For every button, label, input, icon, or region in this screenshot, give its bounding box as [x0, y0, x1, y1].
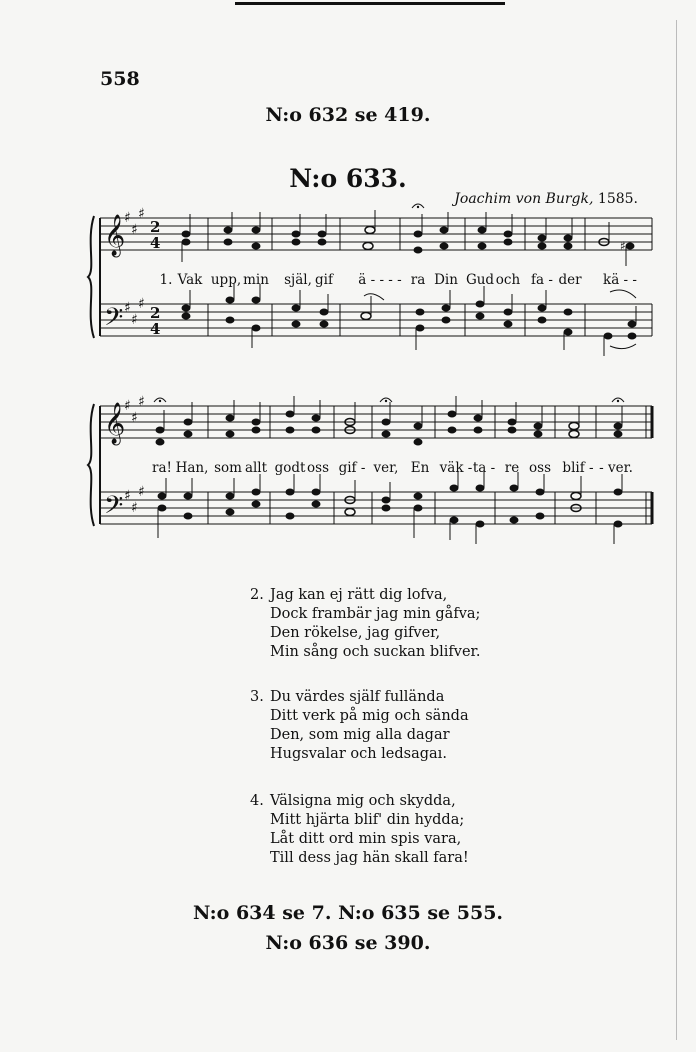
svg-text:♯: ♯: [131, 312, 138, 328]
lyric-syllable: Din: [434, 272, 458, 288]
lyric-syllable: upp,: [210, 272, 242, 288]
verse-line: Ditt verk på mig och sända: [270, 708, 469, 724]
svg-text:♯: ♯: [124, 398, 131, 414]
verse-line: Den, som mig alla dagar: [270, 727, 450, 743]
lyric-syllable: och: [495, 272, 521, 288]
verse-number: 4.: [250, 793, 264, 809]
lyric-syllable: der: [558, 272, 582, 288]
verse-line: Den rökelse, jag gifver,: [270, 625, 441, 641]
lyric-syllable: ra: [410, 272, 426, 288]
verse-number: 2.: [250, 587, 264, 603]
verse-line: 4. Välsigna mig och skydda,: [250, 793, 456, 809]
composer-year: 1585.: [597, 191, 638, 207]
svg-text:♯: ♯: [124, 488, 131, 504]
lyric-syllable: - ver.: [599, 460, 633, 476]
music-system-1: [0, 200, 696, 370]
svg-text:♯: ♯: [131, 410, 138, 426]
lyric-syllable: 1.: [159, 272, 173, 288]
lyric-syllable: allt: [244, 460, 268, 476]
hymn-title: N:o 633.: [289, 164, 407, 193]
verse-line: Mitt hjärta blif' din hydda;: [270, 812, 465, 828]
verse-line: Låt ditt ord min spis vara,: [270, 831, 462, 847]
svg-text:♯: ♯: [138, 484, 145, 500]
verse-number: 3.: [250, 689, 264, 705]
time-signature-digit: 4: [150, 320, 161, 338]
lyric-syllable: gif: [315, 272, 333, 288]
svg-text:𝄞: 𝄞: [104, 215, 126, 256]
verse-line: Dock frambär jag min gåfva;: [270, 606, 481, 622]
svg-text:♯: ♯: [138, 296, 145, 312]
verse-3: [250, 688, 469, 764]
lyric-syllable: kä - -: [603, 272, 637, 288]
svg-text:♯: ♯: [620, 239, 626, 253]
lyric-syllable: ver,: [373, 460, 399, 476]
lyric-syllable: oss: [307, 460, 329, 476]
verse-4: [250, 792, 469, 868]
lyric-syllable: oss: [529, 460, 551, 476]
svg-text:♯: ♯: [138, 394, 145, 410]
svg-text:𝄞: 𝄞: [104, 403, 126, 444]
svg-text:♯: ♯: [131, 222, 138, 238]
lyric-syllable: gif -: [338, 460, 366, 476]
svg-text:♯: ♯: [131, 500, 138, 516]
lyric-syllable: väk -: [439, 460, 473, 476]
lyric-syllable: Han,: [175, 460, 209, 476]
time-signature-digit: 2: [150, 218, 161, 236]
hymn-reference-footer-2: N:o 636 se 390.: [265, 932, 431, 954]
hymn-reference-footer-1: N:o 634 se 7. N:o 635 se 555.: [192, 902, 504, 924]
verse-line: Min sång och suckan blifver.: [270, 644, 481, 660]
lyric-syllable: min: [243, 272, 269, 288]
verse-line: Till dess jag hän skall fara!: [270, 850, 469, 866]
lyric-syllable: Gud: [465, 272, 495, 288]
top-edge-mark: [235, 2, 505, 5]
lyric-syllable: själ,: [284, 272, 312, 288]
verse-line: 3. Du värdes själf fullända: [250, 689, 445, 705]
verse-2: [250, 586, 480, 662]
svg-text:♯: ♯: [124, 210, 131, 226]
svg-text:♯: ♯: [124, 300, 131, 316]
page-number: 558: [100, 68, 140, 90]
lyric-syllable: En: [410, 460, 430, 476]
lyric-syllable: fa -: [531, 272, 553, 288]
verse-line: 2. Jag kan ej rätt dig lofva,: [250, 587, 448, 603]
verse-line: Hugsvalar och ledsagaı.: [270, 746, 447, 762]
composer-name: Joachim von Burgk,: [454, 191, 594, 207]
lyric-syllable: Vak: [177, 272, 203, 288]
lyric-syllable: blif -: [562, 460, 594, 476]
lyric-syllable: re: [504, 460, 520, 476]
time-signature-digit: 4: [150, 234, 161, 252]
svg-text:♯: ♯: [138, 206, 145, 222]
lyric-syllable: godt: [274, 460, 306, 476]
lyric-syllable: ta -: [472, 460, 496, 476]
lyric-syllable: ra!: [152, 460, 172, 476]
svg-text:𝄢: 𝄢: [104, 491, 124, 526]
lyric-syllable: som: [214, 460, 242, 476]
time-signature-digit: 2: [150, 304, 161, 322]
lyric-syllable: ä - - - -: [358, 272, 402, 288]
hymn-reference-top: N:o 632 se 419.: [265, 104, 431, 126]
svg-text:𝄢: 𝄢: [104, 303, 124, 338]
